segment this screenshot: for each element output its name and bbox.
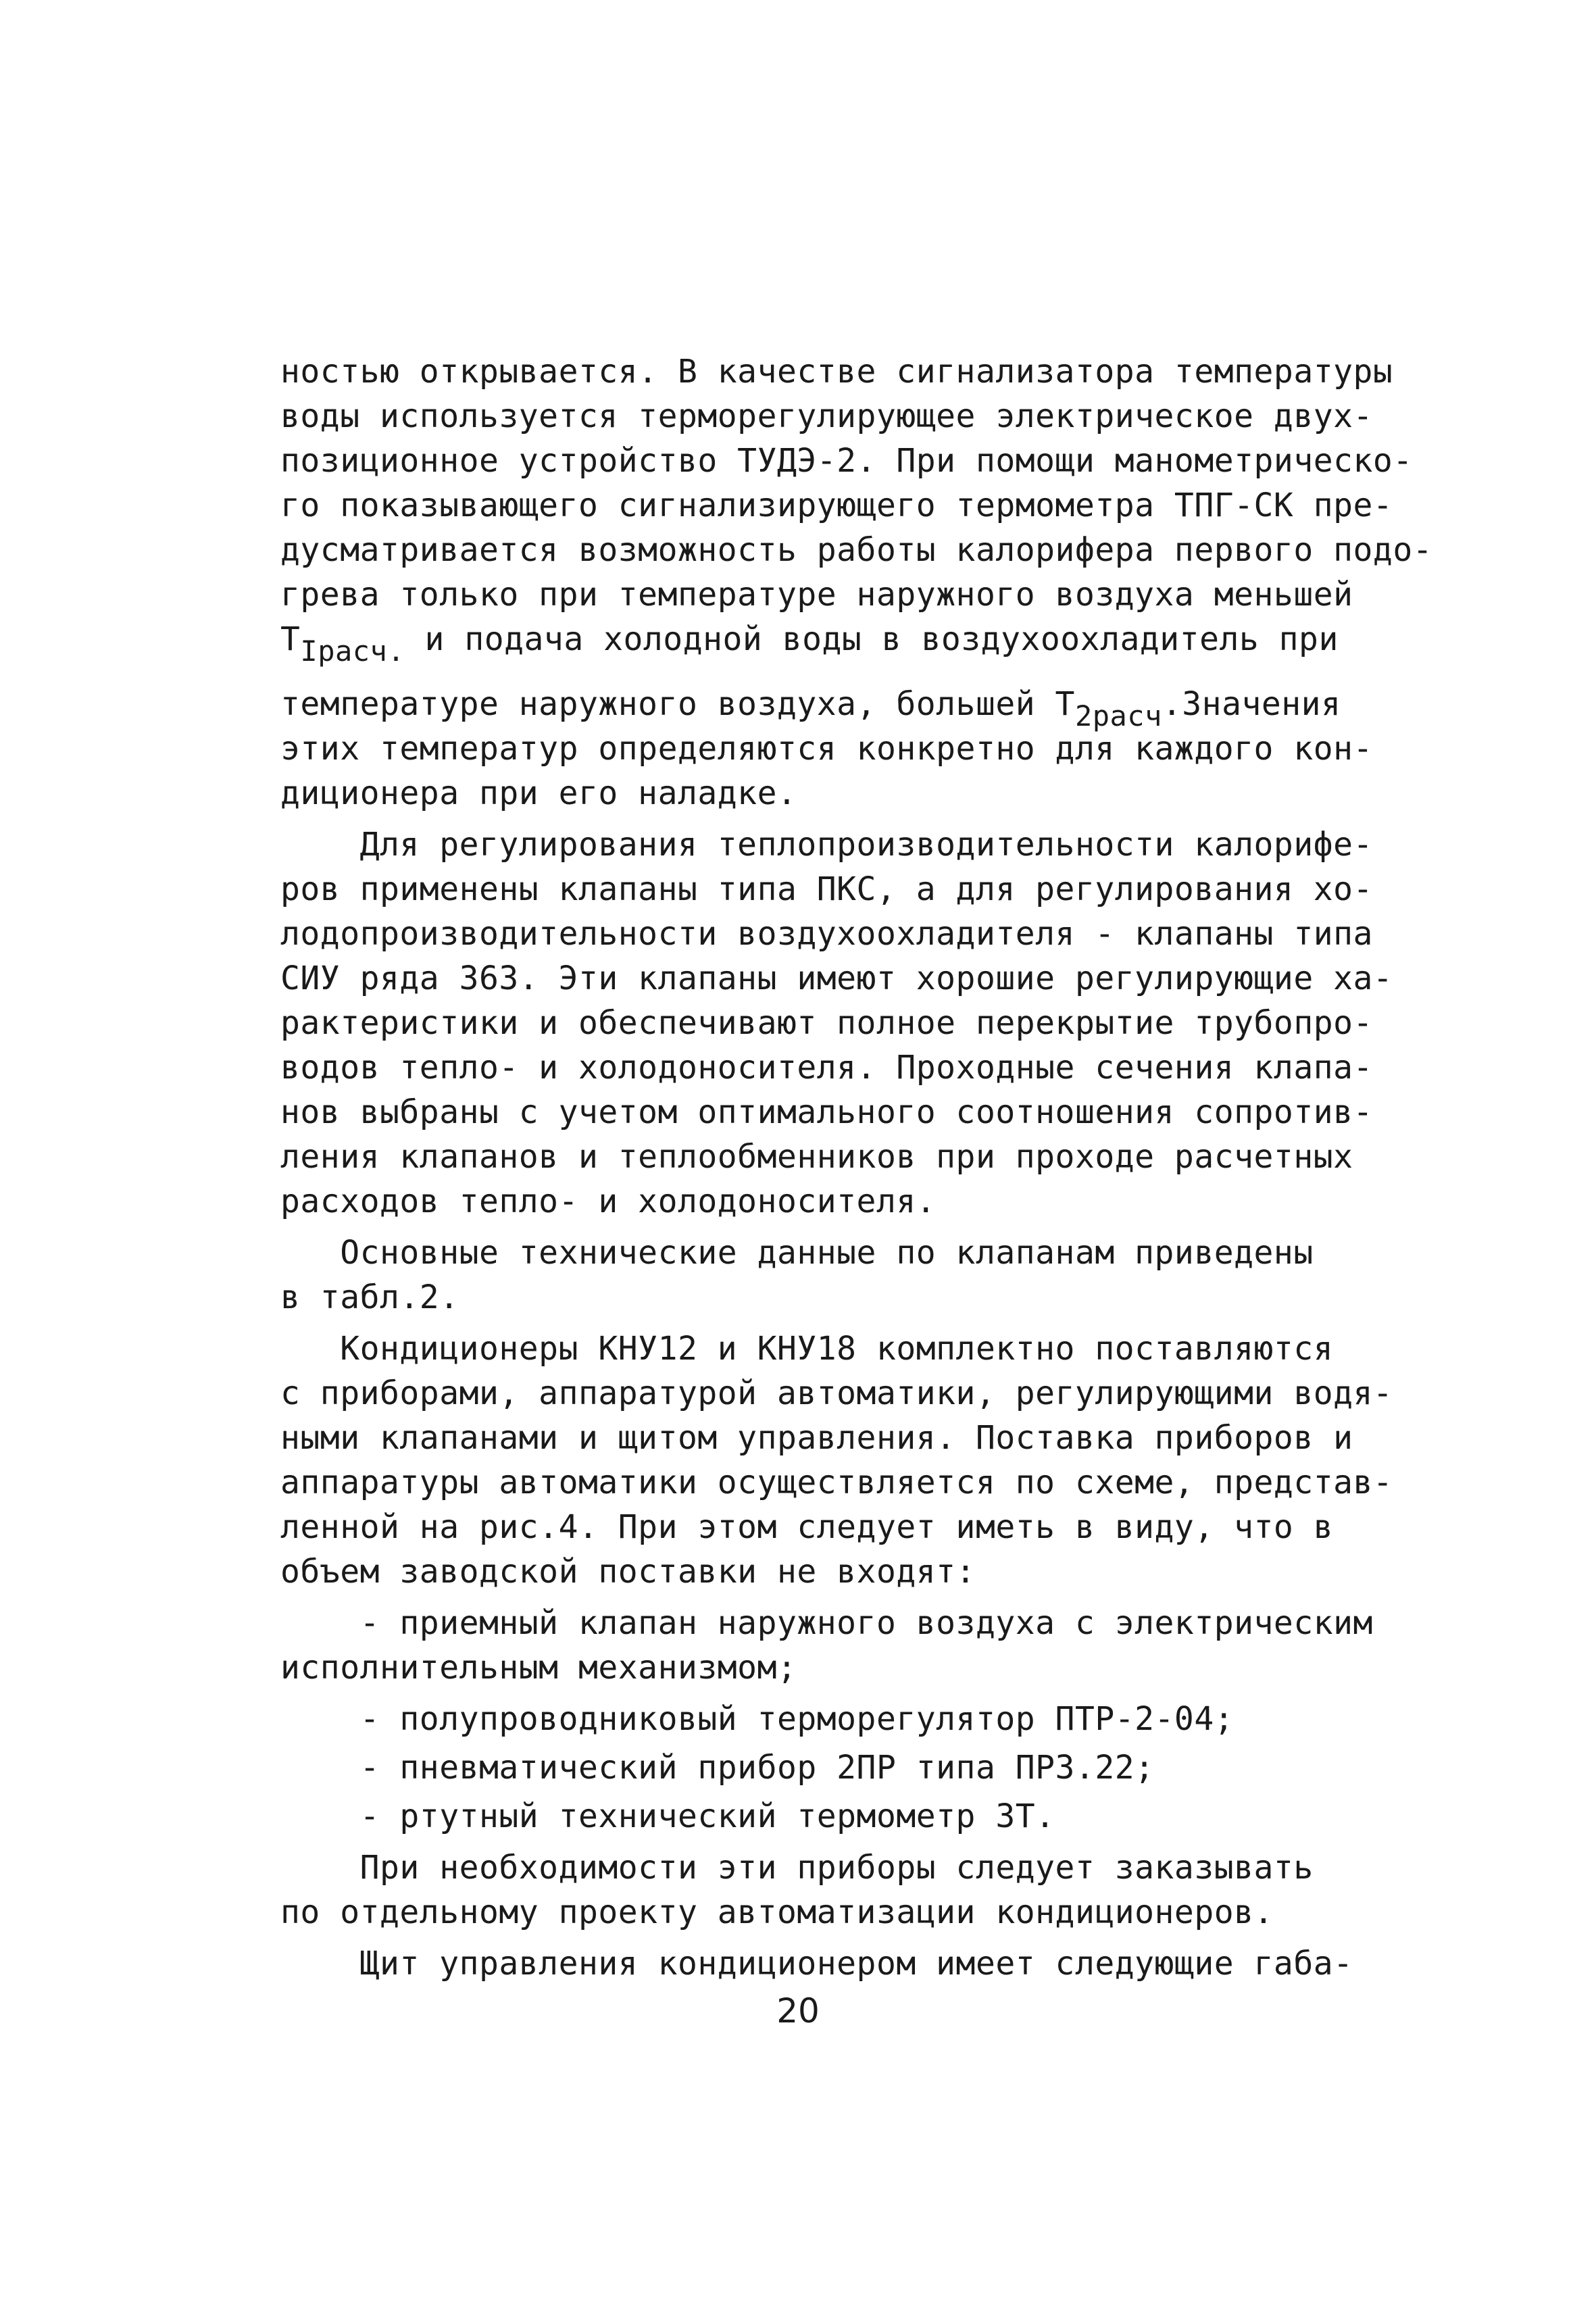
text-line: с приборами, аппаратурой автоматики, регулирующими водя- — [280, 1374, 1393, 1412]
text-line: объем заводской поставки не входят: — [280, 1553, 976, 1591]
text-line: грева только при температуре наружного воздуха меньшей — [280, 576, 1353, 614]
text-line: Для регулирования теплопроизводительности калорифе- — [280, 826, 1373, 864]
text-line: водов тепло- и холодоносителя. Проходные сечения клапа- — [280, 1049, 1373, 1087]
text-line: в табл.2. — [280, 1278, 459, 1316]
text-line: рактеристики и обеспечивают полное перекрытие трубопро- — [280, 1004, 1373, 1042]
text-line: го показывающего сигнализирующего термометра ТПГ-СК пре- — [280, 487, 1393, 524]
list-item: - пневматический прибор 2ПР типа ПРЗ.22; — [280, 1749, 1155, 1787]
list-item: - приемный клапан наружного воздуха с электрическим — [280, 1604, 1373, 1642]
text-fragment: .Значения — [1162, 685, 1341, 723]
text-line: дусматривается возможность работы калорифера первого подо- — [280, 531, 1433, 569]
text-fragment: Т — [280, 620, 301, 658]
text-line: ленной на рис.4. При этом следует иметь в виду, что в — [280, 1508, 1334, 1546]
subscript: 2расч — [1074, 699, 1162, 732]
text-line: лодопроизводительности воздухоохладителя - клапаны типа — [280, 915, 1373, 953]
text-line: Основные технические данные по клапанам приведены — [280, 1234, 1314, 1272]
list-item: - ртутный технический термометр 3Т. — [280, 1797, 1055, 1835]
list-item: - полупроводниковый терморегулятор ПТР-2-04; — [280, 1700, 1235, 1738]
text-line: исполнительным механизмом; — [280, 1649, 797, 1687]
text-line: СИУ ряда 363. Эти клапаны имеют хорошие регулирующие ха- — [280, 960, 1393, 997]
text-line: воды используется терморегулирующее электрическое двух- — [280, 397, 1373, 435]
subscript: Iрасч. — [300, 634, 405, 668]
text-line-with-subscript — [280, 619, 1339, 668]
text-line-with-subscript — [280, 684, 1341, 732]
text-fragment: и подача холодной воды в воздухоохладитель при — [405, 620, 1339, 658]
text-line: При необходимости эти приборы следует заказывать — [280, 1849, 1314, 1887]
text-line: ления клапанов и теплообменников при проходе расчетных — [280, 1138, 1353, 1176]
page-number: 20 — [776, 1991, 820, 2031]
text-line: ностью открывается. В качестве сигнализатора температуры — [280, 353, 1393, 391]
text-line: нов выбраны с учетом оптимального соотношения сопротив- — [280, 1093, 1373, 1131]
text-line: ров применены клапаны типа ПКС, а для регулирования хо- — [280, 870, 1373, 908]
text-line: по отдельному проекту автоматизации кондиционеров. — [280, 1893, 1274, 1931]
text-line: аппаратуры автоматики осуществляется по схеме, представ- — [280, 1464, 1393, 1501]
text-line: ными клапанами и щитом управления. Поставка приборов и — [280, 1419, 1353, 1457]
text-line: диционера при его наладке. — [280, 774, 797, 812]
text-line: Щит управления кондиционером имеет следующие габа- — [280, 1945, 1353, 1983]
text-fragment: температуре наружного воздуха, большей Т — [280, 685, 1075, 723]
text-line: Кондиционеры КНУ12 и КНУ18 комплектно поставляются — [280, 1330, 1334, 1368]
text-line: этих температур определяются конкретно для каждого кон- — [280, 730, 1373, 768]
text-line: расходов тепло- и холодоносителя. — [280, 1183, 937, 1220]
text-line: позиционное устройство ТУДЭ-2. При помощи манометрическо- — [280, 442, 1413, 480]
